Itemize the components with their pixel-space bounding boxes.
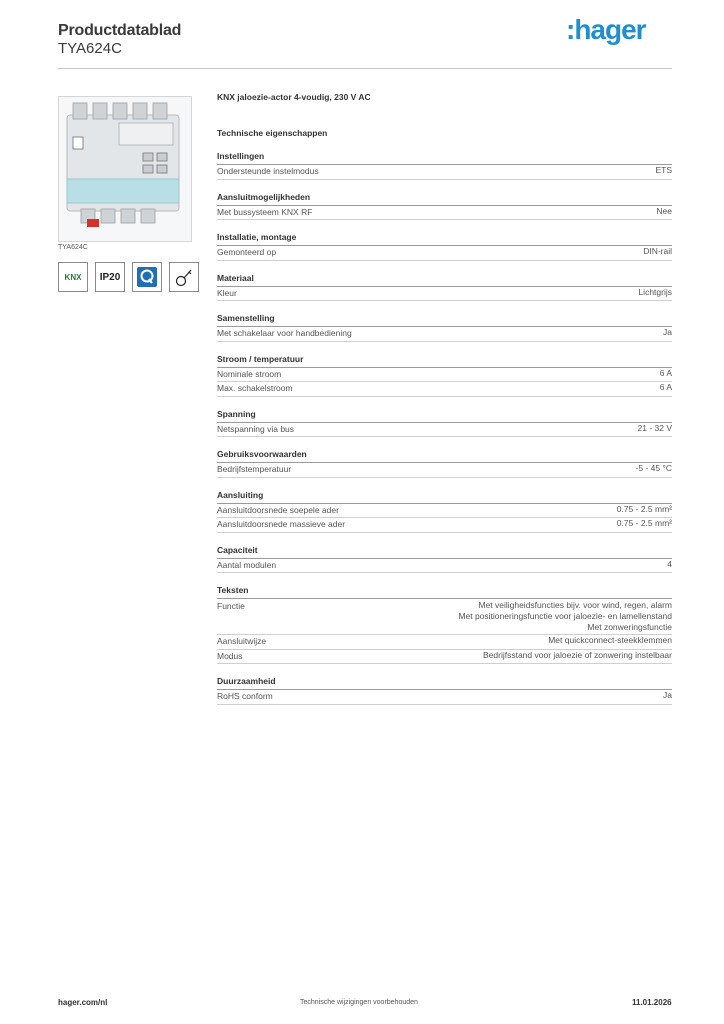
spec-row [217,518,672,533]
spec-label: Nominale stroom [217,368,282,379]
spec-value-line: Lichtgrijs [638,286,672,297]
spec-group [217,545,672,574]
spec-row [217,504,672,519]
spec-group [217,354,672,397]
spec-row [217,423,672,438]
spec-value [656,206,672,220]
spec-label: Max. schakelstroom [217,383,293,393]
spec-value [458,600,672,633]
spec-group [217,409,672,438]
spec-row [217,246,672,261]
spec-groups [217,151,672,705]
certification-badges [58,262,199,292]
footer-website[interactable]: hager.com/nl [58,998,108,1007]
spec-label: Gemonteerd op [217,247,277,257]
spec-group-title: Aansluitmogelijkheden [217,192,672,206]
spec-group-title: Materiaal [217,273,672,287]
spec-value [638,287,672,301]
spec-row [217,368,672,383]
spec-row [217,599,672,635]
spec-group-title: Spanning [217,409,672,423]
knx-logo-icon: KNX [58,262,88,292]
spec-label: Bedrijfstemperatuur [217,464,292,474]
spec-row [217,635,672,650]
spec-group [217,313,672,342]
spec-value-line: 0.75 - 2.5 mm² [616,503,672,514]
spec-value-line: Bedrijfsstand voor jaloezie of zonwering instelbaar [483,649,672,660]
footer-date: 11.01.2026 [632,998,672,1007]
spec-value [660,382,672,396]
product-code: TYA624C [58,40,122,57]
spec-value [667,559,672,573]
spec-value-line: DIN-rail [643,246,672,256]
spec-group-title: Aansluiting [217,490,672,504]
spec-group-title: Instellingen [217,151,672,165]
spec-group [217,232,672,261]
spec-group-title: Samenstelling [217,313,672,327]
section-title: Technische eigenschappen [217,128,328,138]
product-device-illustration [59,97,191,241]
spec-group-title: Installatie, montage [217,232,672,246]
spec-value [643,246,672,260]
spec-label: Aansluitdoorsnede massieve ader [217,519,346,529]
spec-group [217,273,672,302]
spec-label: Functie [217,601,245,611]
product-name: KNX jaloezie-actor 4-voudig, 230 V AC [217,92,371,102]
spec-value-line: Nee [656,205,672,216]
spec-label: Kleur [217,287,237,298]
spec-value [617,504,672,518]
spec-row [217,206,672,221]
spec-group-title: Stroom / temperatuur [217,354,672,368]
spec-row [217,287,672,302]
spec-value [617,518,672,532]
spec-group [217,192,672,221]
spec-value-line: 21 - 32 V [637,422,672,433]
spec-value [636,463,672,477]
spec-row [217,382,672,397]
key-icon [169,262,199,292]
spec-label: Met schakelaar voor handbediening [217,328,352,338]
spec-value-line: 6 A [659,367,672,378]
spec-row [217,650,672,665]
footer-disclaimer: Technische wijzigingen voorbehouden [300,999,418,1006]
spec-value-line: Met veiligheidsfuncties bijv. voor wind, regen, alarm [478,600,672,610]
spec-label: Aansluitdoorsnede soepele ader [217,504,339,515]
spec-group-title: Duurzaamheid [217,676,672,690]
spec-value [663,690,672,704]
spec-value-line: ETS [655,165,672,175]
spec-value [483,650,672,664]
spec-group [217,676,672,705]
product-image-caption: TYA624C [58,244,88,251]
header-divider [58,68,672,69]
spec-label: Aansluitwijze [217,636,267,646]
spec-group-title: Capaciteit [217,545,672,559]
spec-group-title: Teksten [217,585,672,599]
spec-value [663,327,672,341]
quality-mark-icon [132,262,162,292]
spec-label: RoHS conform [217,691,273,701]
spec-value-line: 6 A [659,382,672,392]
spec-row [217,690,672,705]
ip20-badge: IP20 [95,262,125,292]
spec-label: Ondersteunde instelmodus [217,166,319,176]
spec-group [217,490,672,533]
spec-group [217,151,672,180]
spec-value-line: 0.75 - 2.5 mm² [616,518,672,528]
spec-value-line: 4 [667,558,672,569]
spec-value-line: Met quickconnect-steekklemmen [548,635,672,645]
spec-label: Aantal modulen [217,559,277,570]
spec-value [660,368,672,382]
spec-group [217,585,672,664]
product-image [58,96,192,242]
spec-value-line: Met zonweringsfunctie [587,622,672,632]
spec-value [655,165,672,179]
spec-value [638,423,673,437]
spec-row [217,165,672,180]
spec-value [548,635,672,649]
spec-value-line: Ja [663,327,672,337]
spec-value-line: Ja [663,690,672,700]
spec-group [217,449,672,478]
spec-label: Netspanning via bus [217,423,295,434]
spec-label: Met bussysteem KNX RF [217,206,313,217]
spec-group-title: Gebruiksvoorwaarden [217,449,672,463]
page-title: Productdatablad [58,22,182,39]
spec-row [217,327,672,342]
brand-logo: :hager [566,14,646,45]
spec-row [217,559,672,574]
spec-value-line: -5 - 45 °C [635,463,672,473]
spec-label: Modus [217,650,243,661]
spec-value-line: Met positioneringsfunctie voor jaloezie- en lamellenstand [458,611,672,621]
spec-row [217,463,672,478]
spec-sheet [217,92,672,717]
